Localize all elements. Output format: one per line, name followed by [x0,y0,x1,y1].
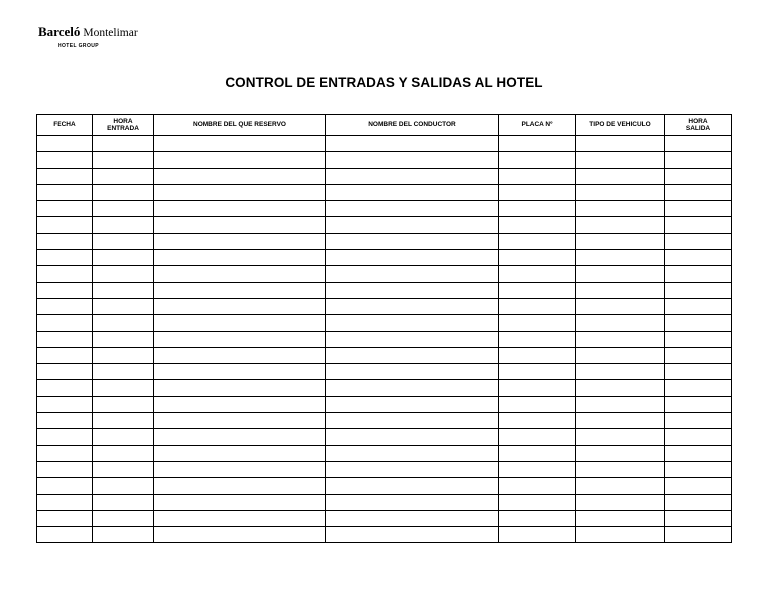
table-cell[interactable] [576,201,665,217]
table-cell[interactable] [576,527,665,543]
table-cell[interactable] [93,282,154,298]
table-row [37,445,732,461]
table-cell[interactable] [665,413,732,429]
table-cell[interactable] [93,461,154,477]
table-row [37,461,732,477]
table-cell[interactable] [665,298,732,314]
table-cell[interactable] [576,233,665,249]
table-cell[interactable] [576,282,665,298]
table-cell[interactable] [326,413,499,429]
table-row [37,527,732,543]
table-cell[interactable] [154,250,326,266]
table-cell[interactable] [154,396,326,412]
table-cell[interactable] [93,445,154,461]
table-cell[interactable] [576,152,665,168]
table-cell[interactable] [93,315,154,331]
col-header-placa: PLACA Nº [499,115,576,136]
table-cell[interactable] [665,478,732,494]
table-cell[interactable] [665,429,732,445]
table-row [37,201,732,217]
table-cell[interactable] [154,331,326,347]
table-cell[interactable] [665,527,732,543]
table-cell[interactable] [665,396,732,412]
table-header-row [37,115,732,136]
table-cell[interactable] [37,136,93,152]
table-cell[interactable] [499,282,576,298]
table-cell[interactable] [37,184,93,200]
table-cell[interactable] [576,315,665,331]
col-header-tipo-vehiculo: TIPO DE VEHICULO [576,115,665,136]
hotel-logo [38,24,138,49]
table-row [37,250,732,266]
col-header-hora-entrada: HORA ENTRADA [93,115,154,136]
table-cell[interactable] [326,266,499,282]
table-cell[interactable] [326,250,499,266]
table-row [37,494,732,510]
table-cell[interactable] [665,201,732,217]
table-cell[interactable] [499,527,576,543]
table-cell[interactable] [499,380,576,396]
table-cell[interactable] [576,396,665,412]
col-header-nombre-conductor: NOMBRE DEL CONDUCTOR [326,115,499,136]
table-cell[interactable] [154,445,326,461]
table-cell[interactable] [37,282,93,298]
table-row [37,282,732,298]
table-cell[interactable] [665,380,732,396]
table-cell[interactable] [154,364,326,380]
table-cell[interactable] [37,380,93,396]
table-cell[interactable] [93,298,154,314]
table-cell[interactable] [154,168,326,184]
table-cell[interactable] [326,298,499,314]
table-cell[interactable] [665,494,732,510]
table-cell[interactable] [37,413,93,429]
table-row [37,331,732,347]
table-cell[interactable] [326,494,499,510]
table-cell[interactable] [93,413,154,429]
table-row [37,168,732,184]
table-cell[interactable] [154,266,326,282]
table-cell[interactable] [37,152,93,168]
table-cell[interactable] [37,527,93,543]
col-header-hora-salida: HORA SALIDA [665,115,732,136]
table-cell[interactable] [326,429,499,445]
table-cell[interactable] [37,298,93,314]
table-cell[interactable] [665,347,732,363]
table-body [37,136,732,543]
table-cell[interactable] [93,396,154,412]
table-cell[interactable] [37,494,93,510]
table-row [37,347,732,363]
table-cell[interactable] [576,461,665,477]
table-cell[interactable] [326,233,499,249]
table-cell[interactable] [154,413,326,429]
table-cell[interactable] [93,510,154,526]
table-cell[interactable] [576,168,665,184]
table-cell[interactable] [499,201,576,217]
table-cell[interactable] [154,217,326,233]
table-cell[interactable] [665,510,732,526]
table-row [37,429,732,445]
table-cell[interactable] [37,445,93,461]
table-cell[interactable] [154,510,326,526]
table-cell[interactable] [326,136,499,152]
table-cell[interactable] [326,168,499,184]
table-cell[interactable] [499,233,576,249]
table-row [37,152,732,168]
table-cell[interactable] [37,347,93,363]
table-cell[interactable] [499,364,576,380]
table-cell[interactable] [93,201,154,217]
table-cell[interactable] [326,201,499,217]
table-cell[interactable] [93,168,154,184]
table-cell[interactable] [576,298,665,314]
table-cell[interactable] [499,413,576,429]
table-cell[interactable] [499,429,576,445]
table-cell[interactable] [576,266,665,282]
table-row [37,266,732,282]
table-row [37,233,732,249]
table-cell[interactable] [576,347,665,363]
table-cell[interactable] [326,217,499,233]
logo-wordmark [38,24,138,40]
table-cell[interactable] [154,233,326,249]
table-cell[interactable] [154,527,326,543]
table-cell[interactable] [154,494,326,510]
table-cell[interactable] [154,298,326,314]
table-cell[interactable] [576,494,665,510]
col-header-fecha: FECHA [37,115,93,136]
table-row [37,315,732,331]
table-cell[interactable] [499,152,576,168]
table-cell[interactable] [499,494,576,510]
table-cell[interactable] [665,282,732,298]
table-cell[interactable] [665,266,732,282]
table-cell[interactable] [93,527,154,543]
col-header-nombre-reservo: NOMBRE DEL QUE RESERVO [154,115,326,136]
table-cell[interactable] [576,364,665,380]
table-cell[interactable] [499,298,576,314]
table-cell[interactable] [326,364,499,380]
table-cell[interactable] [154,282,326,298]
table-cell[interactable] [93,152,154,168]
table-cell[interactable] [93,429,154,445]
table-cell[interactable] [576,217,665,233]
table-cell[interactable] [93,233,154,249]
table-row [37,396,732,412]
table-cell[interactable] [326,331,499,347]
table-cell[interactable] [93,478,154,494]
table-cell[interactable] [665,136,732,152]
table-cell[interactable] [499,331,576,347]
table-cell[interactable] [37,461,93,477]
table-cell[interactable] [93,266,154,282]
table-cell[interactable] [499,217,576,233]
table-cell[interactable] [37,217,93,233]
table-cell[interactable] [499,136,576,152]
table-cell[interactable] [154,315,326,331]
table-cell[interactable] [576,445,665,461]
table-cell[interactable] [499,478,576,494]
table-cell[interactable] [154,136,326,152]
table-cell[interactable] [154,347,326,363]
table-cell[interactable] [665,445,732,461]
table-cell[interactable] [93,217,154,233]
table-cell[interactable] [576,478,665,494]
table-cell[interactable] [154,184,326,200]
table-cell[interactable] [37,201,93,217]
table-cell[interactable] [665,250,732,266]
table-cell[interactable] [37,266,93,282]
table-cell[interactable] [665,315,732,331]
table-cell[interactable] [326,347,499,363]
table-cell[interactable] [37,510,93,526]
table-cell[interactable] [665,233,732,249]
table-cell[interactable] [499,347,576,363]
table-cell[interactable] [326,461,499,477]
table-cell[interactable] [576,380,665,396]
table-cell[interactable] [576,136,665,152]
table-row [37,136,732,152]
table-cell[interactable] [154,478,326,494]
table-cell[interactable] [93,364,154,380]
table-cell[interactable] [665,217,732,233]
table-cell[interactable] [499,396,576,412]
table-row [37,510,732,526]
table-cell[interactable] [37,331,93,347]
table-cell[interactable] [499,461,576,477]
table-cell[interactable] [499,266,576,282]
table-row [37,478,732,494]
table-cell[interactable] [499,315,576,331]
table-cell[interactable] [499,250,576,266]
table-cell[interactable] [326,152,499,168]
table-cell[interactable] [576,184,665,200]
table-cell[interactable] [576,250,665,266]
table-cell[interactable] [154,201,326,217]
table-cell[interactable] [93,347,154,363]
table-cell[interactable] [154,380,326,396]
table-cell[interactable] [326,282,499,298]
table-cell[interactable] [665,461,732,477]
table-cell[interactable] [93,250,154,266]
table-cell[interactable] [326,445,499,461]
table-cell[interactable] [93,494,154,510]
table-cell[interactable] [154,461,326,477]
table-cell[interactable] [326,478,499,494]
table-row [37,413,732,429]
table-cell[interactable] [665,184,732,200]
table-cell[interactable] [37,429,93,445]
table-cell[interactable] [326,510,499,526]
table-cell[interactable] [665,152,732,168]
table-row [37,298,732,314]
table-row [37,217,732,233]
page-title: CONTROL DE ENTRADAS Y SALIDAS AL HOTEL [225,75,543,90]
entry-exit-log-table [36,114,732,543]
table-cell[interactable] [93,184,154,200]
table-cell[interactable] [665,364,732,380]
table-cell[interactable] [499,168,576,184]
table-row [37,380,732,396]
table-cell[interactable] [37,364,93,380]
table-cell[interactable] [326,396,499,412]
table-cell[interactable] [326,315,499,331]
table-cell[interactable] [37,233,93,249]
table-cell[interactable] [37,168,93,184]
table-cell[interactable] [576,331,665,347]
table-cell[interactable] [576,413,665,429]
logo-brand: Barceló [38,24,81,39]
table-cell[interactable] [499,445,576,461]
table-cell[interactable] [154,152,326,168]
table-cell[interactable] [576,429,665,445]
table-cell[interactable] [326,527,499,543]
table-row [37,364,732,380]
table-cell[interactable] [37,315,93,331]
table-cell[interactable] [326,380,499,396]
table-cell[interactable] [665,331,732,347]
table-cell[interactable] [154,429,326,445]
table-cell[interactable] [37,478,93,494]
table-cell[interactable] [665,168,732,184]
table-cell[interactable] [576,510,665,526]
table-row [37,184,732,200]
table-cell[interactable] [93,136,154,152]
table-cell[interactable] [326,184,499,200]
table-cell[interactable] [37,396,93,412]
table-cell[interactable] [37,250,93,266]
table-cell[interactable] [93,380,154,396]
table-cell[interactable] [93,331,154,347]
table-cell[interactable] [499,184,576,200]
logo-hotel-name: Montelimar [83,27,138,39]
table-cell[interactable] [499,510,576,526]
logo-group-label: HOTEL GROUP [58,43,99,49]
